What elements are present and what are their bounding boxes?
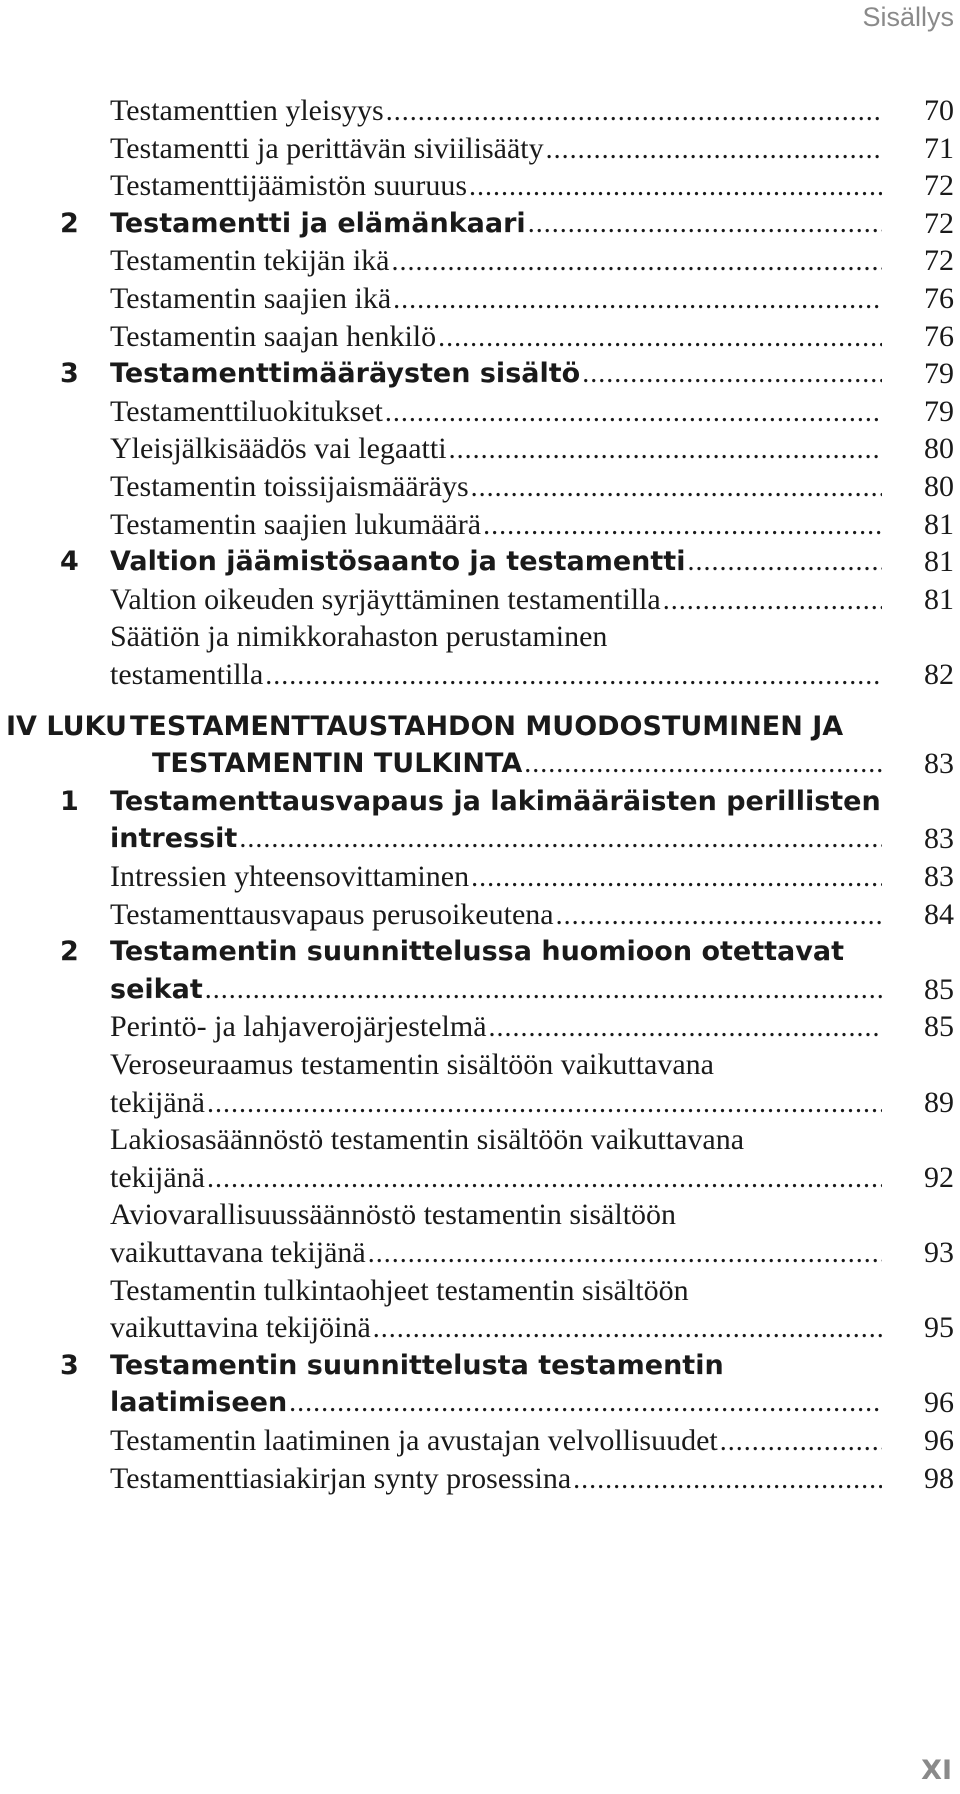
page-number: 85 <box>924 972 954 1006</box>
page-number: 83 <box>924 822 954 856</box>
toc-line <box>0 858 960 896</box>
page-number: 72 <box>924 169 954 203</box>
page-number: 81 <box>924 507 954 541</box>
dot-leader <box>205 971 882 1009</box>
dot-leader <box>663 582 882 620</box>
dot-leader <box>528 205 882 243</box>
page-number: 82 <box>924 658 954 691</box>
dot-leader <box>393 281 882 319</box>
dot-leader <box>438 319 882 357</box>
dot-leader <box>546 131 882 169</box>
page-number: 84 <box>924 897 954 931</box>
entry-title: Yleisjälkisäädös vai legaatti <box>110 432 447 466</box>
dot-leader <box>471 859 882 897</box>
toc-line <box>0 205 960 243</box>
entry-title: Lakiosasäännöstö testamentin sisältöön vaikuttavana <box>110 1123 745 1157</box>
entry-title: intressit <box>110 823 238 855</box>
dot-leader <box>524 745 882 783</box>
toc-line <box>0 896 960 934</box>
toc-line <box>0 393 960 431</box>
entry-title: tekijänä <box>110 1085 205 1119</box>
toc-line <box>0 933 960 971</box>
page-number: 80 <box>924 432 954 466</box>
section-number: 2 <box>60 207 79 239</box>
toc-line <box>0 1460 960 1498</box>
toc-line <box>0 656 960 694</box>
entry-title: Aviovarallisuussäännöstö testamentin sisältöön <box>110 1198 677 1232</box>
page-number: 85 <box>924 1010 954 1044</box>
toc-line <box>0 971 960 1009</box>
toc-line <box>0 745 960 783</box>
dot-leader <box>720 1423 882 1461</box>
section-number: 2 <box>60 936 79 968</box>
entry-title: Valtion oikeuden syrjäyttäminen testamentilla <box>110 582 661 616</box>
dot-leader <box>573 1461 882 1499</box>
entry-title: Testamentin saajien lukumäärä <box>110 507 482 541</box>
entry-title: Testamenttimääräysten sisältö <box>110 358 581 390</box>
page-number: 81 <box>924 582 954 616</box>
entry-title: Testamentin toissijaismääräys <box>110 470 469 503</box>
dot-leader <box>449 431 882 469</box>
toc-line <box>0 543 960 581</box>
page-number: 83 <box>924 747 954 781</box>
entry-title: Testamenttijäämistön suuruus <box>110 169 468 203</box>
toc-line <box>0 1347 960 1385</box>
toc-line <box>0 1272 960 1310</box>
entry-title: Veroseuraamus testamentin sisältöön vaikuttavana <box>110 1048 714 1081</box>
page-number: 79 <box>924 394 954 428</box>
entry-title: Testamentin saajien ikä <box>110 282 392 315</box>
dot-leader <box>556 897 882 935</box>
page-number: 71 <box>924 131 954 165</box>
entry-title: Testamenttien yleisyys <box>110 94 384 127</box>
page-number: 70 <box>924 94 954 127</box>
toc-line <box>0 1309 960 1347</box>
dot-leader <box>483 507 882 545</box>
entry-title: vaikuttavana tekijänä <box>110 1236 366 1269</box>
dot-leader <box>265 657 882 695</box>
dot-leader <box>687 543 882 581</box>
chapter-label: IV LUKU <box>6 710 127 742</box>
dot-leader <box>386 93 882 131</box>
toc-line <box>0 130 960 168</box>
entry-title: Intressien yhteensovittaminen <box>110 860 470 893</box>
page-number: 98 <box>924 1461 954 1495</box>
page-number: 93 <box>924 1236 954 1269</box>
entry-title: Testamentin tulkintaohjeet testamentin sisältöön <box>110 1273 689 1307</box>
dot-leader <box>469 168 882 206</box>
page-number: 76 <box>924 319 954 353</box>
dot-leader <box>391 243 882 281</box>
entry-title: Testamentin suunnittelusta testamentin <box>110 1349 724 1381</box>
entry-title: Testamentin suunnittelussa huomioon otettavat <box>110 936 844 968</box>
dot-leader <box>373 1310 882 1348</box>
entry-title: vaikuttavina tekijöinä <box>110 1311 371 1345</box>
page-number: 79 <box>924 357 954 391</box>
entry-title: tekijänä <box>110 1160 205 1194</box>
entry-title: Testamentti ja elämänkaari <box>110 207 526 239</box>
entry-title: Testamenttiluokitukset <box>110 394 383 428</box>
toc-line <box>0 318 960 356</box>
entry-title: Testamenttausvapaus perusoikeutena <box>110 897 554 931</box>
toc-line <box>0 1384 960 1422</box>
page-number: 81 <box>924 545 954 579</box>
toc-line <box>0 1121 960 1159</box>
toc-line <box>0 1046 960 1084</box>
dot-leader <box>207 1085 882 1123</box>
toc-line <box>0 506 960 544</box>
toc-line <box>0 1159 960 1197</box>
toc-line <box>0 618 960 656</box>
page-number: 72 <box>924 244 954 278</box>
page-number: 72 <box>924 206 954 240</box>
section-number: 3 <box>60 358 79 390</box>
entry-title: TESTAMENTIN TULKINTA <box>152 748 523 780</box>
toc-line <box>0 1008 960 1046</box>
page-folio: XI <box>921 1755 952 1786</box>
toc-line <box>0 242 960 280</box>
page-number: 96 <box>924 1386 954 1420</box>
toc-line <box>0 1196 960 1234</box>
toc-line <box>0 468 960 506</box>
dot-leader <box>289 1384 882 1422</box>
entry-title: Perintö- ja lahjaverojärjestelmä <box>110 1010 487 1044</box>
entry-title: testamentilla <box>110 658 264 691</box>
toc-line <box>0 1422 960 1460</box>
dot-leader <box>385 394 882 432</box>
entry-title: Testamentin laatiminen ja avustajan velvollisuudet <box>110 1424 718 1457</box>
section-number: 3 <box>60 1349 79 1381</box>
dot-leader <box>239 820 882 858</box>
entry-title: Testamentin saajan henkilö <box>110 319 437 353</box>
toc-line <box>0 820 960 858</box>
entry-title: seikat <box>110 973 203 1005</box>
page-number: 80 <box>924 470 954 503</box>
toc-line <box>0 708 960 746</box>
page-number: 76 <box>924 282 954 315</box>
entry-title: Testamenttiasiakirjan synty prosessina <box>110 1461 572 1495</box>
section-number: 1 <box>60 785 79 817</box>
entry-title: Säätiön ja nimikkorahaston perustaminen <box>110 620 608 654</box>
dot-leader <box>207 1160 882 1198</box>
dot-leader <box>471 469 882 507</box>
toc-line <box>0 783 960 821</box>
section-number: 4 <box>60 546 79 578</box>
entry-title: TESTAMENTTAUSTAHDON MUODOSTUMINEN JA <box>130 710 844 742</box>
dot-leader <box>368 1235 882 1273</box>
toc-line <box>0 1234 960 1272</box>
toc-line <box>0 280 960 318</box>
dot-leader <box>582 355 882 393</box>
toc-line <box>0 581 960 619</box>
toc-line <box>0 92 960 130</box>
toc-line <box>0 355 960 393</box>
page-number: 95 <box>924 1311 954 1345</box>
entry-title: Testamenttausvapaus ja lakimääräisten perillisten <box>110 785 881 817</box>
page-number: 83 <box>924 860 954 893</box>
toc-line <box>0 430 960 468</box>
entry-title: Testamentti ja perittävän siviilisääty <box>110 131 544 165</box>
entry-title: laatimiseen <box>110 1387 288 1419</box>
page-number: 96 <box>924 1424 954 1457</box>
entry-title: Valtion jäämistösaanto ja testamentti <box>110 546 686 578</box>
page-number: 92 <box>924 1160 954 1194</box>
entry-title: Testamentin tekijän ikä <box>110 244 390 278</box>
toc-line <box>0 1084 960 1122</box>
page-number: 89 <box>924 1085 954 1119</box>
toc-line <box>0 167 960 205</box>
running-head: Sisällys <box>862 2 954 32</box>
dot-leader <box>489 1009 882 1047</box>
